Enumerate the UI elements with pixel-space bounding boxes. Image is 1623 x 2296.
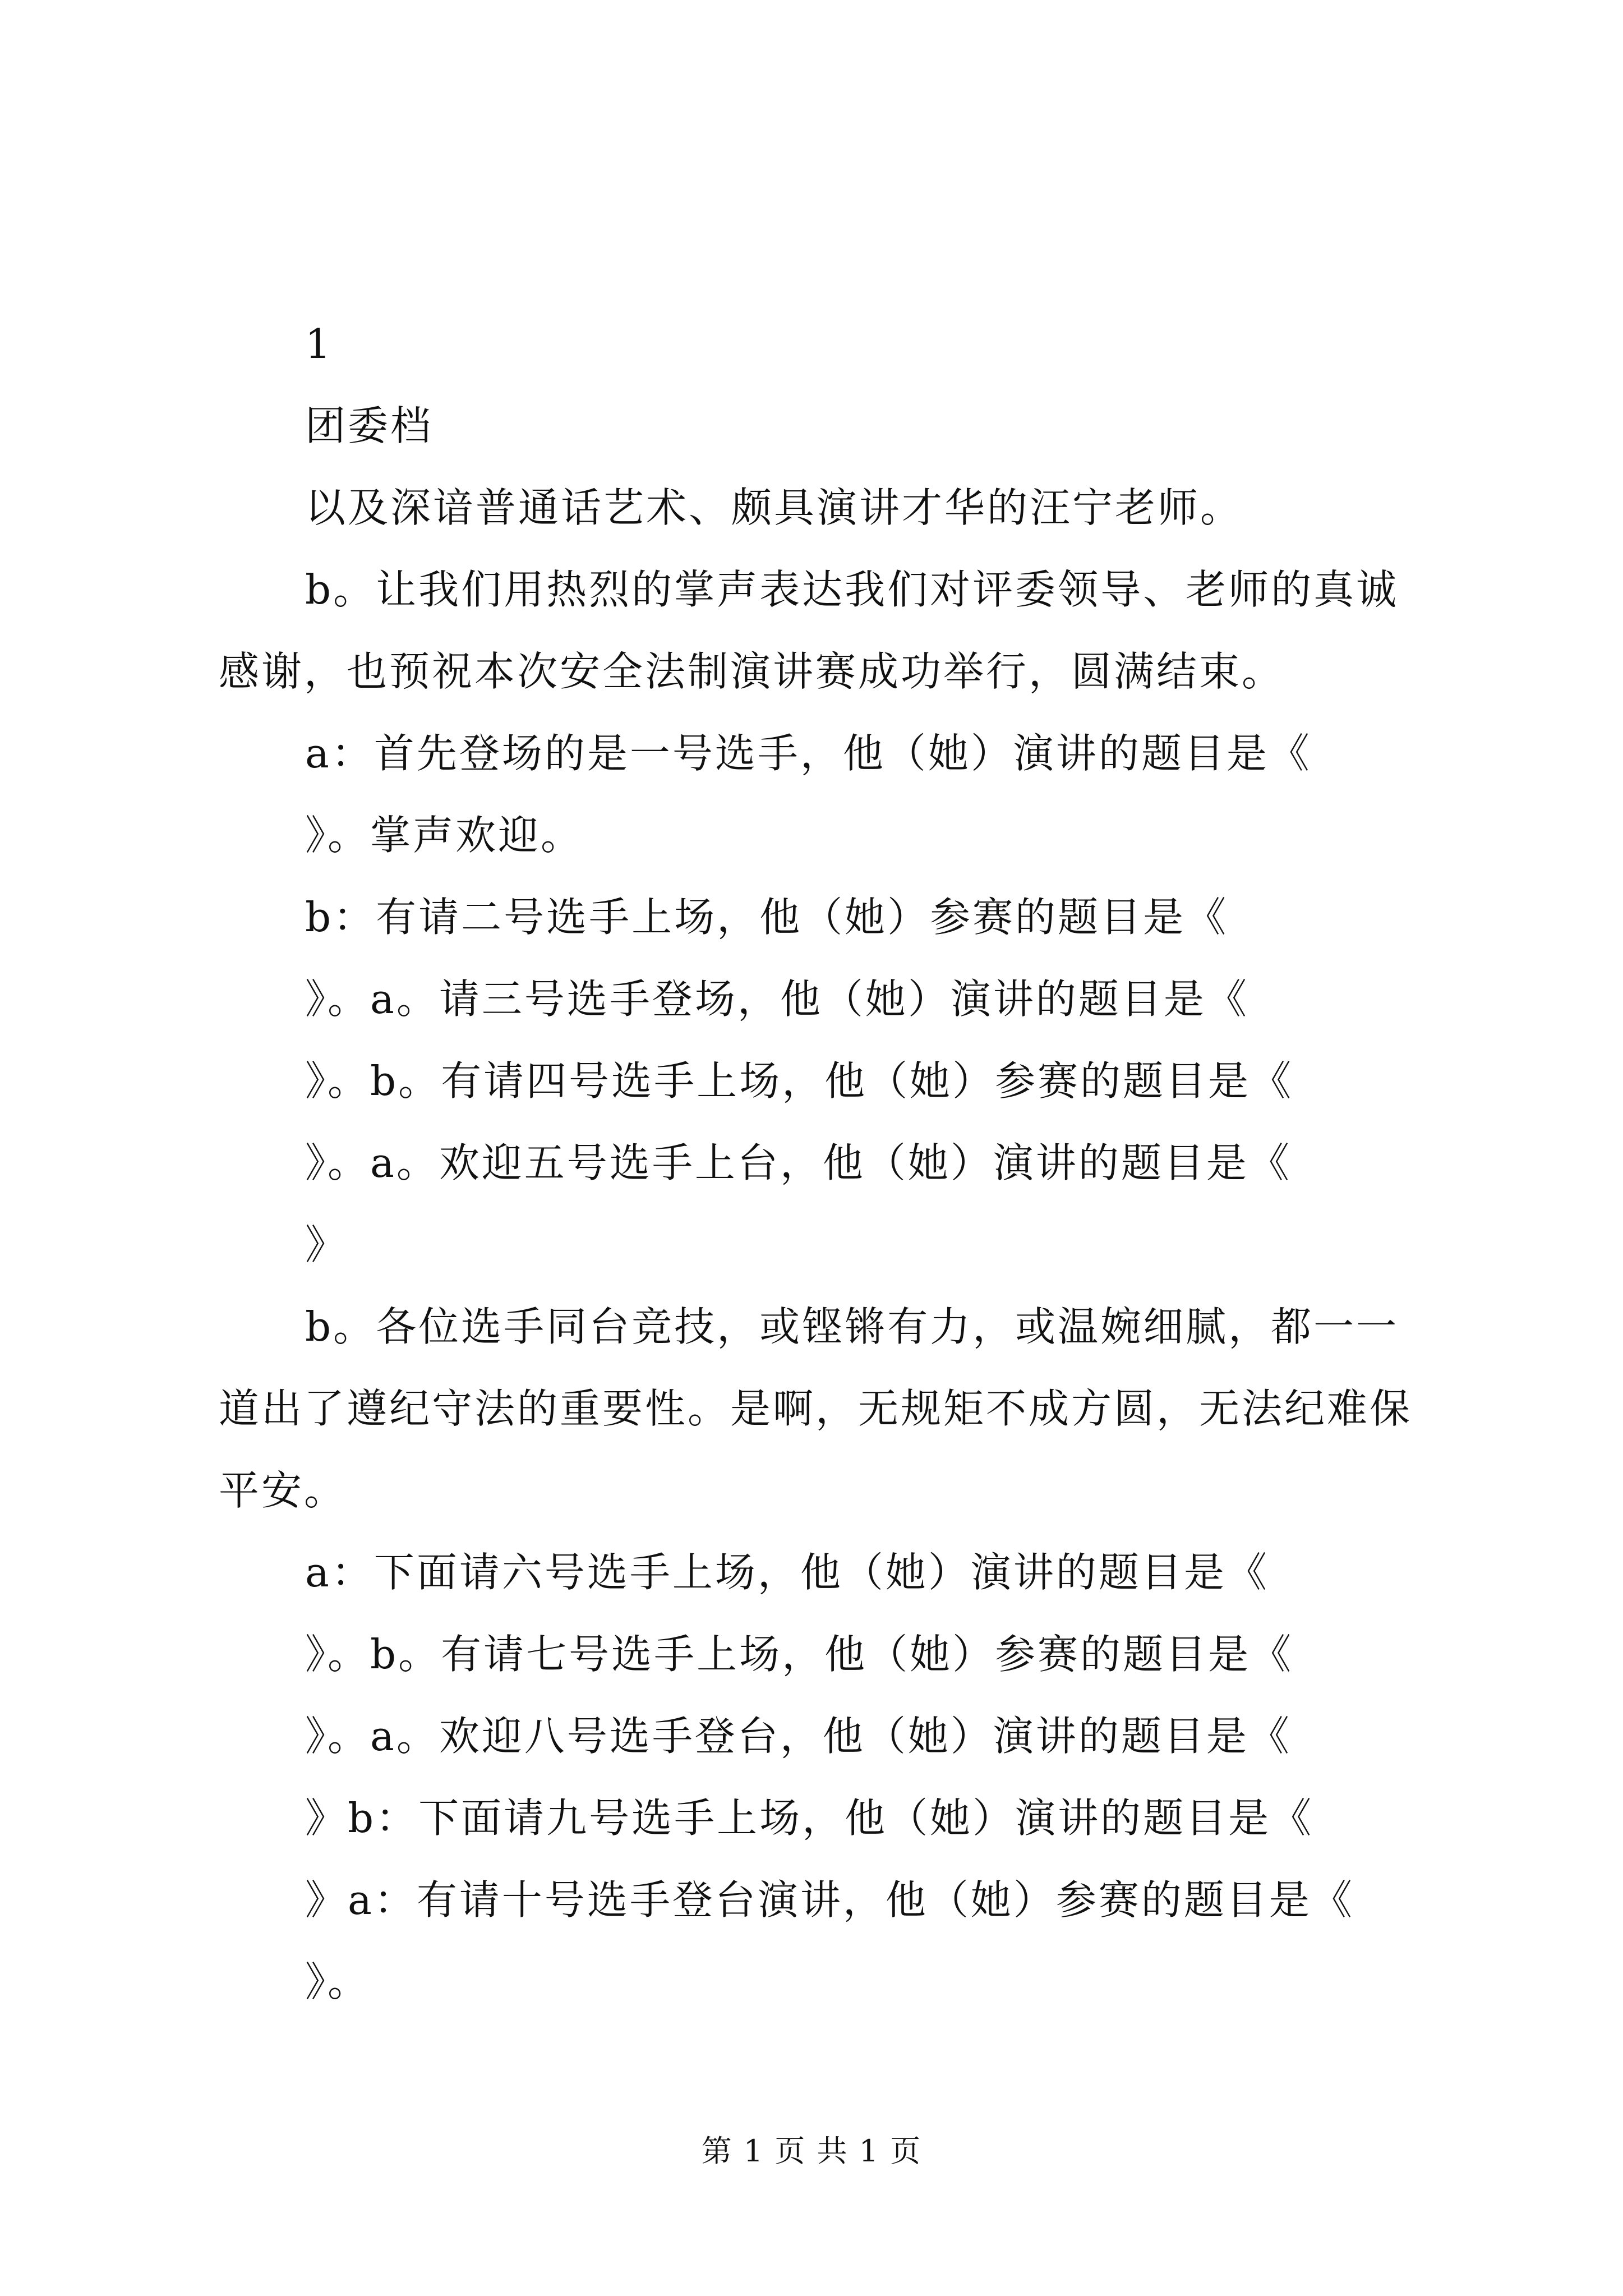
text-line-3: 以及深谙普通话艺术、颇具演讲才华的汪宁老师。: [305, 484, 1243, 531]
text-line-7: 》。掌声欢迎。: [305, 812, 584, 859]
document-body: [219, 303, 1441, 2023]
text-line-5: 感谢，也预祝本次安全法制演讲赛成功举行，圆满结束。: [219, 648, 1285, 695]
text-line-10: 》。b。有请四号选手上场，他（她）参赛的题目是《: [305, 1057, 1294, 1105]
page-number-label: 第 1 页 共 1 页: [701, 2133, 922, 2169]
text-line-18: 》。a。欢迎八号选手登台，他（她）演讲的题目是《: [305, 1713, 1292, 1760]
text-line-17: 》。b。有请七号选手上场，他（她）参赛的题目是《: [305, 1631, 1294, 1678]
text-line-21: 》。: [305, 1958, 371, 2005]
text-line-9: 》。a。请三号选手登场，他（她）演讲的题目是《: [305, 976, 1249, 1023]
text-line-12: 》: [305, 1221, 348, 1268]
text-line-19: 》b：下面请九号选手上场，他（她）演讲的题目是《: [305, 1795, 1314, 1842]
text-line-20: 》a：有请十号选手登台演讲，他（她）参赛的题目是《: [305, 1876, 1354, 1924]
text-line-1: 1: [305, 320, 333, 367]
text-line-4: b。让我们用热烈的掌声表达我们对评委领导、老师的真诚: [305, 566, 1399, 613]
text-line-13: b。各位选手同台竞技，或铿锵有力，或温婉细腻，都一一: [305, 1303, 1399, 1350]
text-line-11: 》。a。欢迎五号选手上台，他（她）演讲的题目是《: [305, 1139, 1292, 1186]
page-footer: [0, 2132, 1623, 2171]
text-line-2: 团委档: [305, 402, 434, 449]
text-line-8: b：有请二号选手上场，他（她）参赛的题目是《: [305, 894, 1229, 941]
text-line-15: 平安。: [219, 1467, 347, 1514]
text-line-16: a：下面请六号选手上场，他（她）演讲的题目是《: [305, 1549, 1269, 1596]
text-line-14: 道出了遵纪守法的重要性。是啊，无规矩不成方圆，无法纪难保: [219, 1385, 1413, 1432]
text-line-6: a：首先登场的是一号选手，他（她）演讲的题目是《: [305, 730, 1312, 777]
